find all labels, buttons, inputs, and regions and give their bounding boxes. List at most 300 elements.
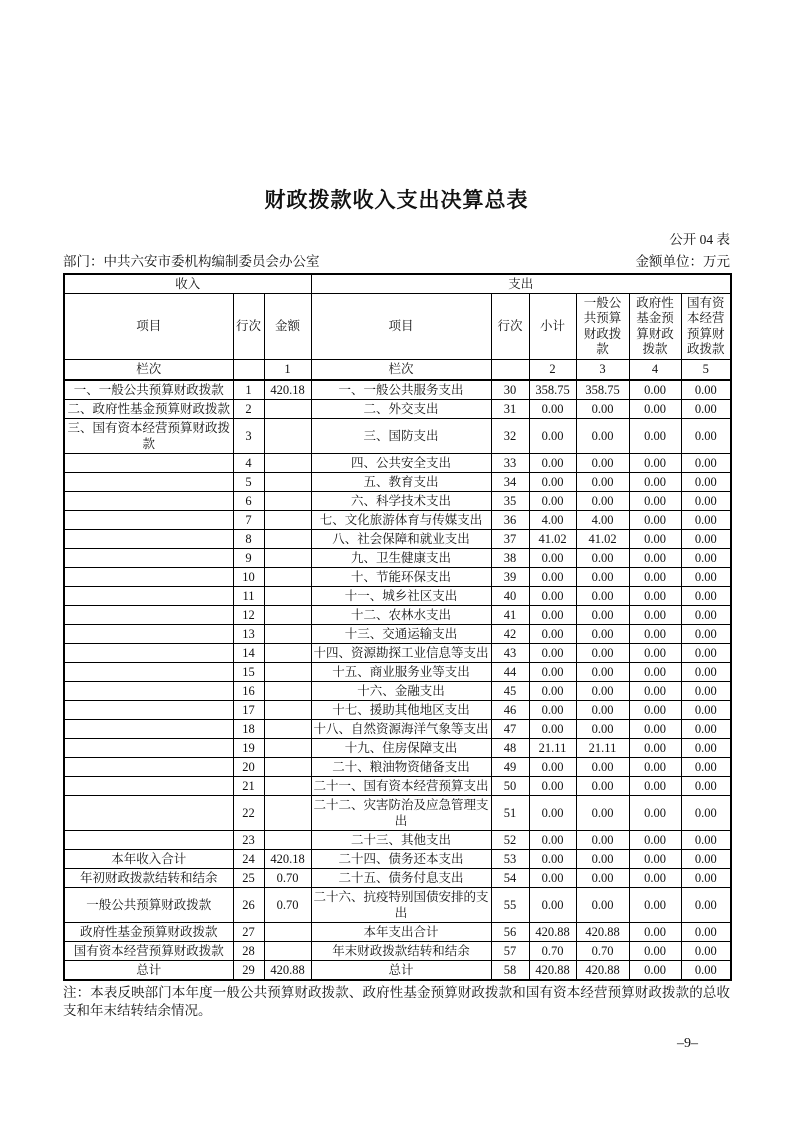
subtotal-cell: 358.75 [529,380,576,400]
expense-item-cell: 十五、商业服务业等支出 [311,662,491,681]
income-amount-cell [264,700,311,719]
subtotal-cell: 0.00 [529,586,576,605]
income-amount-cell [264,662,311,681]
expense-rowno-cell: 46 [491,700,529,719]
income-amount-cell [264,418,311,453]
expense-item-cell: 十八、自然资源海洋气象等支出 [311,719,491,738]
subtotal-cell: 0.00 [529,399,576,418]
note-text: 注：本表反映部门本年度一般公共预算财政拨款、政府性基金预算财政拨款和国有资本经营预算财政拨款的总收支和年末结转结余情况。 [63,984,730,1018]
income-rowno-cell: 27 [233,922,264,941]
income-item-cell [64,830,233,849]
expense-item-cell: 六、科学技术支出 [311,491,491,510]
form-number: 公开 04 表 [669,232,730,247]
state-capital-cell: 0.00 [681,719,731,738]
income-amount-cell [264,719,311,738]
subtotal-cell: 0.00 [529,643,576,662]
gov-fund-cell: 0.00 [629,795,681,830]
expense-rowno-cell: 55 [491,887,529,922]
income-group-header: 收入 [64,274,311,294]
general-budget-cell: 0.00 [576,586,629,605]
table-row [64,738,731,757]
income-amount-cell [264,738,311,757]
column-header-income-rowno: 行次 [233,294,264,360]
table-row [64,830,731,849]
income-amount-cell [264,529,311,548]
state-capital-cell: 0.00 [681,738,731,757]
table-row [64,868,731,887]
meta-line [63,250,730,270]
table-row [64,960,731,980]
expense-item-cell: 十二、农林水支出 [311,605,491,624]
income-rowno-cell: 13 [233,624,264,643]
subtotal-cell: 0.00 [529,605,576,624]
unit-label: 金额单位：万元 [635,254,730,269]
income-item-cell [64,776,233,795]
general-budget-cell: 0.00 [576,418,629,453]
general-budget-cell: 0.70 [576,941,629,960]
state-capital-cell: 0.00 [681,491,731,510]
state-capital-cell: 0.00 [681,757,731,776]
fiscal-table [63,273,732,981]
expense-item-cell: 七、文化旅游体育与传媒支出 [311,510,491,529]
income-rowno-cell: 6 [233,491,264,510]
state-capital-cell: 0.00 [681,605,731,624]
income-amount-cell [264,776,311,795]
gov-fund-cell: 0.00 [629,605,681,624]
state-capital-cell: 0.00 [681,887,731,922]
income-amount-cell: 0.70 [264,887,311,922]
expense-item-cell: 十四、资源勘探工业信息等支出 [311,643,491,662]
gov-fund-cell: 0.00 [629,586,681,605]
gov-fund-cell: 0.00 [629,887,681,922]
gov-fund-cell: 0.00 [629,868,681,887]
state-capital-cell: 0.00 [681,643,731,662]
expense-item-cell: 二十一、国有资本经营预算支出 [311,776,491,795]
income-rowno-cell: 15 [233,662,264,681]
subtotal-cell: 0.00 [529,719,576,738]
column-header-income-amount: 金额 [264,294,311,360]
expense-item-cell: 年末财政拨款结转和结余 [311,941,491,960]
income-amount-cell [264,586,311,605]
income-item-cell [64,529,233,548]
gov-fund-cell: 0.00 [629,849,681,868]
income-rowno-cell: 10 [233,567,264,586]
income-rowno-cell: 20 [233,757,264,776]
general-budget-cell: 4.00 [576,510,629,529]
income-amount-cell [264,491,311,510]
general-budget-cell: 0.00 [576,681,629,700]
general-budget-cell: 0.00 [576,453,629,472]
table-body [64,380,731,980]
gov-fund-cell: 0.00 [629,681,681,700]
subtotal-cell: 0.00 [529,624,576,643]
income-amount-cell: 420.18 [264,849,311,868]
income-rowno-cell: 25 [233,868,264,887]
expense-rowno-cell: 33 [491,453,529,472]
lanci-cell: 栏次 [311,360,491,380]
table-row [64,922,731,941]
general-budget-cell: 0.00 [576,548,629,567]
lanci-cell [491,360,529,380]
expense-item-cell: 十七、援助其他地区支出 [311,700,491,719]
table-row [64,605,731,624]
subtotal-cell: 0.00 [529,776,576,795]
income-amount-cell [264,681,311,700]
expense-rowno-cell: 57 [491,941,529,960]
expense-rowno-cell: 37 [491,529,529,548]
gov-fund-cell: 0.00 [629,776,681,795]
gov-fund-cell: 0.00 [629,472,681,491]
column-header-subtotal: 小计 [529,294,576,360]
gov-fund-cell: 0.00 [629,418,681,453]
table-row [64,510,731,529]
expense-rowno-cell: 41 [491,605,529,624]
income-item-cell [64,567,233,586]
income-rowno-cell: 29 [233,960,264,980]
subtotal-cell: 41.02 [529,529,576,548]
subtotal-cell: 0.00 [529,887,576,922]
expense-item-cell: 四、公共安全支出 [311,453,491,472]
gov-fund-cell: 0.00 [629,662,681,681]
income-amount-cell [264,399,311,418]
state-capital-cell: 0.00 [681,624,731,643]
table-row [64,586,731,605]
income-item-cell: 总计 [64,960,233,980]
state-capital-cell: 0.00 [681,681,731,700]
table-row [64,662,731,681]
subtotal-cell: 420.88 [529,922,576,941]
lanci-cell: 栏次 [64,360,233,380]
income-item-cell: 二、政府性基金预算财政拨款 [64,399,233,418]
expense-group-header: 支出 [311,274,731,294]
general-budget-cell: 0.00 [576,491,629,510]
subtotal-cell: 0.00 [529,548,576,567]
column-header-expense-item: 项目 [311,294,491,360]
expense-item-cell: 二、外交支出 [311,399,491,418]
expense-item-cell: 本年支出合计 [311,922,491,941]
income-amount-cell [264,922,311,941]
state-capital-cell: 0.00 [681,586,731,605]
column-header-gov-fund: 政府性基金预算财政拨款 [629,294,681,360]
table-row [64,418,731,453]
income-rowno-cell: 28 [233,941,264,960]
income-item-cell: 三、国有资本经营预算财政拨款 [64,418,233,453]
income-rowno-cell: 19 [233,738,264,757]
subtotal-cell: 420.88 [529,960,576,980]
expense-rowno-cell: 49 [491,757,529,776]
expense-rowno-cell: 38 [491,548,529,567]
table-row [64,453,731,472]
subtotal-cell: 0.00 [529,830,576,849]
income-item-cell [64,548,233,567]
general-budget-cell: 0.00 [576,849,629,868]
subtotal-cell: 0.00 [529,849,576,868]
general-budget-cell: 0.00 [576,567,629,586]
expense-rowno-cell: 31 [491,399,529,418]
gov-fund-cell: 0.00 [629,700,681,719]
income-amount-cell [264,567,311,586]
expense-item-cell: 九、卫生健康支出 [311,548,491,567]
income-amount-cell [264,548,311,567]
income-rowno-cell: 21 [233,776,264,795]
gov-fund-cell: 0.00 [629,548,681,567]
table-row [64,548,731,567]
general-budget-cell: 41.02 [576,529,629,548]
table-row [64,849,731,868]
lanci-cell: 1 [264,360,311,380]
income-amount-cell [264,472,311,491]
income-item-cell [64,643,233,662]
state-capital-cell: 0.00 [681,830,731,849]
income-rowno-cell: 8 [233,529,264,548]
gov-fund-cell: 0.00 [629,941,681,960]
income-rowno-cell: 9 [233,548,264,567]
expense-item-cell: 八、社会保障和就业支出 [311,529,491,548]
gov-fund-cell: 0.00 [629,624,681,643]
lanci-cell: 3 [576,360,629,380]
state-capital-cell: 0.00 [681,418,731,453]
subtotal-cell: 0.00 [529,472,576,491]
expense-rowno-cell: 42 [491,624,529,643]
general-budget-cell: 0.00 [576,700,629,719]
income-rowno-cell: 1 [233,380,264,400]
income-amount-cell [264,624,311,643]
income-item-cell [64,605,233,624]
expense-item-cell: 十三、交通运输支出 [311,624,491,643]
gov-fund-cell: 0.00 [629,510,681,529]
income-amount-cell [264,510,311,529]
column-header-income-item: 项目 [64,294,233,360]
expense-rowno-cell: 52 [491,830,529,849]
table-row [64,776,731,795]
income-item-cell [64,586,233,605]
expense-rowno-cell: 30 [491,380,529,400]
general-budget-cell: 0.00 [576,830,629,849]
general-budget-cell: 21.11 [576,738,629,757]
state-capital-cell: 0.00 [681,453,731,472]
expense-rowno-cell: 45 [491,681,529,700]
state-capital-cell: 0.00 [681,510,731,529]
income-rowno-cell: 4 [233,453,264,472]
lanci-row [64,360,731,380]
subtotal-cell: 0.00 [529,567,576,586]
income-item-cell [64,738,233,757]
expense-item-cell: 十九、住房保障支出 [311,738,491,757]
gov-fund-cell: 0.00 [629,453,681,472]
table-row [64,887,731,922]
gov-fund-cell: 0.00 [629,830,681,849]
general-budget-cell: 0.00 [576,624,629,643]
expense-item-cell: 十六、金融支出 [311,681,491,700]
table-row [64,399,731,418]
expense-rowno-cell: 34 [491,472,529,491]
income-rowno-cell: 16 [233,681,264,700]
state-capital-cell: 0.00 [681,662,731,681]
income-amount-cell [264,941,311,960]
income-item-cell [64,700,233,719]
general-budget-cell: 420.88 [576,960,629,980]
lanci-cell: 2 [529,360,576,380]
income-item-cell: 年初财政拨款结转和结余 [64,868,233,887]
income-amount-cell [264,643,311,662]
state-capital-cell: 0.00 [681,922,731,941]
general-budget-cell: 0.00 [576,719,629,738]
expense-rowno-cell: 36 [491,510,529,529]
expense-item-cell: 一、一般公共服务支出 [311,380,491,400]
table-row [64,795,731,830]
subtotal-cell: 0.00 [529,418,576,453]
income-item-cell [64,491,233,510]
expense-rowno-cell: 39 [491,567,529,586]
expense-rowno-cell: 50 [491,776,529,795]
state-capital-cell: 0.00 [681,399,731,418]
state-capital-cell: 0.00 [681,567,731,586]
expense-item-cell: 二十三、其他支出 [311,830,491,849]
expense-item-cell: 三、国防支出 [311,418,491,453]
group-header-row [64,274,731,294]
subtotal-cell: 0.00 [529,868,576,887]
lanci-cell: 5 [681,360,731,380]
general-budget-cell: 0.00 [576,662,629,681]
income-amount-cell [264,830,311,849]
income-amount-cell [264,795,311,830]
state-capital-cell: 0.00 [681,700,731,719]
income-rowno-cell: 11 [233,586,264,605]
income-rowno-cell: 17 [233,700,264,719]
table-row [64,643,731,662]
subtotal-cell: 0.00 [529,491,576,510]
expense-rowno-cell: 51 [491,795,529,830]
subtotal-cell: 0.00 [529,795,576,830]
income-item-cell: 本年收入合计 [64,849,233,868]
column-header-general-budget: 一般公共预算财政拨款 [576,294,629,360]
income-rowno-cell: 5 [233,472,264,491]
general-budget-cell: 358.75 [576,380,629,400]
column-header-state-capital: 国有资本经营预算财政拨款 [681,294,731,360]
subtotal-cell: 0.00 [529,662,576,681]
state-capital-cell: 0.00 [681,380,731,400]
table-row [64,757,731,776]
gov-fund-cell: 0.00 [629,922,681,941]
income-amount-cell [264,453,311,472]
income-item-cell: 国有资本经营预算财政拨款 [64,941,233,960]
subtotal-cell: 0.00 [529,700,576,719]
subtotal-cell: 0.00 [529,453,576,472]
subtotal-cell: 0.00 [529,757,576,776]
table-row [64,624,731,643]
lanci-cell [233,360,264,380]
income-item-cell [64,757,233,776]
subtotal-cell: 0.70 [529,941,576,960]
expense-rowno-cell: 54 [491,868,529,887]
state-capital-cell: 0.00 [681,960,731,980]
gov-fund-cell: 0.00 [629,757,681,776]
income-item-cell [64,453,233,472]
subtotal-cell: 0.00 [529,681,576,700]
general-budget-cell: 0.00 [576,399,629,418]
state-capital-cell: 0.00 [681,795,731,830]
income-item-cell [64,472,233,491]
income-amount-cell: 0.70 [264,868,311,887]
expense-item-cell: 总计 [311,960,491,980]
state-capital-cell: 0.00 [681,849,731,868]
expense-rowno-cell: 44 [491,662,529,681]
expense-rowno-cell: 32 [491,418,529,453]
general-budget-cell: 420.88 [576,922,629,941]
income-rowno-cell: 22 [233,795,264,830]
general-budget-cell: 0.00 [576,776,629,795]
lanci-cell: 4 [629,360,681,380]
expense-item-cell: 十一、城乡社区支出 [311,586,491,605]
income-amount-cell: 420.88 [264,960,311,980]
table-row [64,941,731,960]
state-capital-cell: 0.00 [681,472,731,491]
income-rowno-cell: 12 [233,605,264,624]
gov-fund-cell: 0.00 [629,960,681,980]
state-capital-cell: 0.00 [681,868,731,887]
gov-fund-cell: 0.00 [629,719,681,738]
column-header-row [64,294,731,360]
general-budget-cell: 0.00 [576,605,629,624]
expense-item-cell: 五、教育支出 [311,472,491,491]
gov-fund-cell: 0.00 [629,399,681,418]
income-amount-cell: 420.18 [264,380,311,400]
income-item-cell [64,624,233,643]
income-item-cell [64,510,233,529]
income-item-cell [64,795,233,830]
gov-fund-cell: 0.00 [629,643,681,662]
expense-rowno-cell: 53 [491,849,529,868]
income-rowno-cell: 2 [233,399,264,418]
gov-fund-cell: 0.00 [629,380,681,400]
general-budget-cell: 0.00 [576,868,629,887]
expense-rowno-cell: 47 [491,719,529,738]
table-row [64,491,731,510]
income-rowno-cell: 18 [233,719,264,738]
expense-rowno-cell: 58 [491,960,529,980]
table-row [64,472,731,491]
table-row [64,681,731,700]
income-rowno-cell: 23 [233,830,264,849]
general-budget-cell: 0.00 [576,887,629,922]
table-row [64,700,731,719]
expense-item-cell: 二十二、灾害防治及应急管理支出 [311,795,491,830]
income-item-cell: 一般公共预算财政拨款 [64,887,233,922]
state-capital-cell: 0.00 [681,776,731,795]
income-rowno-cell: 3 [233,418,264,453]
income-item-cell [64,719,233,738]
expense-rowno-cell: 35 [491,491,529,510]
income-rowno-cell: 14 [233,643,264,662]
general-budget-cell: 0.00 [576,795,629,830]
state-capital-cell: 0.00 [681,529,731,548]
gov-fund-cell: 0.00 [629,491,681,510]
column-header-expense-rowno: 行次 [491,294,529,360]
table-row [64,719,731,738]
income-amount-cell [264,757,311,776]
income-item-cell: 一、一般公共预算财政拨款 [64,380,233,400]
income-rowno-cell: 7 [233,510,264,529]
gov-fund-cell: 0.00 [629,567,681,586]
expense-item-cell: 二十四、债务还本支出 [311,849,491,868]
income-item-cell [64,681,233,700]
expense-rowno-cell: 40 [491,586,529,605]
expense-item-cell: 二十、粮油物资储备支出 [311,757,491,776]
income-amount-cell [264,605,311,624]
income-item-cell [64,662,233,681]
department-label: 部门：中共六安市委机构编制委员会办公室 [63,254,320,269]
state-capital-cell: 0.00 [681,941,731,960]
